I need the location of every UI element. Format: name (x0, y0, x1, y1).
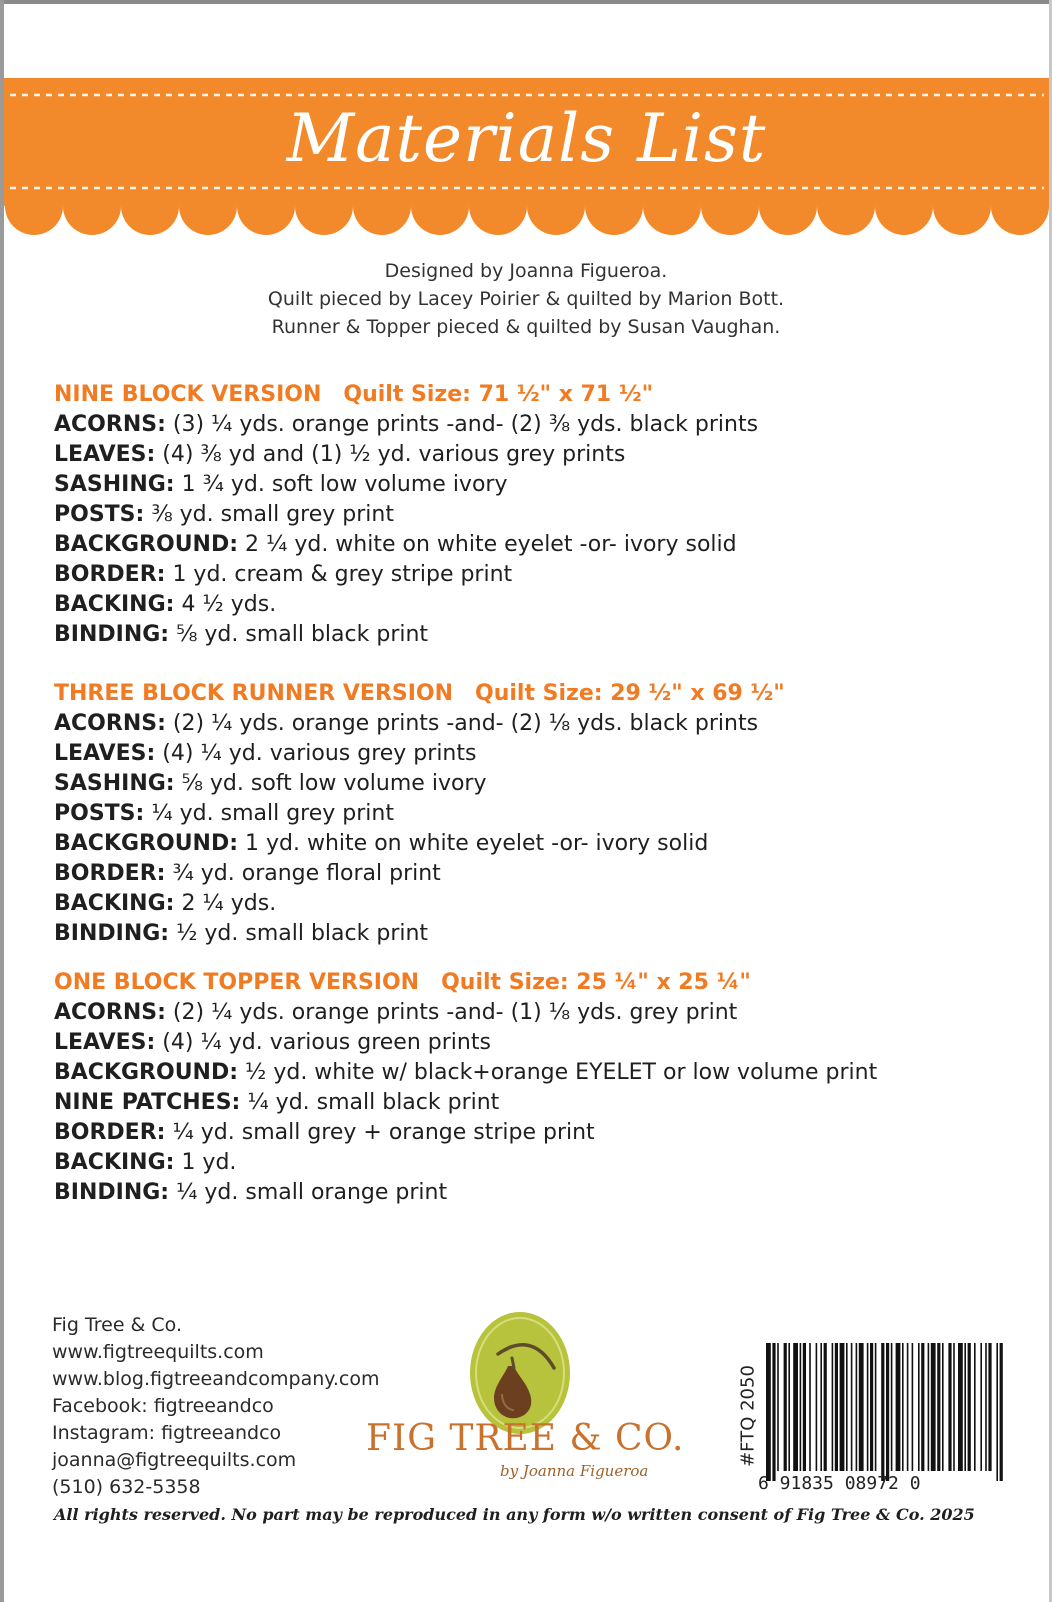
material-label: NINE PATCHES: (54, 1090, 241, 1115)
barcode-bar (851, 1343, 853, 1471)
blog-link[interactable]: www.blog.figtreeandcompany.com (52, 1368, 380, 1390)
material-label: LEAVES: (54, 1030, 156, 1055)
barcode-bar (928, 1343, 930, 1471)
material-item (54, 889, 1014, 919)
barcode-bar (964, 1343, 966, 1471)
material-label: LEAVES: (54, 442, 156, 467)
material-label: BACKGROUND: (54, 532, 239, 557)
page-frame-top (0, 0, 1052, 4)
material-label: BINDING: (54, 622, 170, 647)
material-label: BINDING: (54, 921, 170, 946)
material-item (54, 470, 1014, 500)
material-item (54, 859, 1014, 889)
material-item (54, 500, 1014, 530)
material-item (54, 799, 1014, 829)
material-value: 2 ¼ yds. (174, 891, 277, 916)
barcode-bar (875, 1343, 877, 1471)
material-item (54, 739, 1014, 769)
barcode-bar (881, 1343, 884, 1481)
barcode-bar (996, 1343, 998, 1481)
material-value: 1 yd. (174, 1150, 237, 1175)
barcode-bar (867, 1343, 869, 1471)
material-item (54, 440, 1014, 470)
barcode-bar (958, 1343, 963, 1471)
section-quilt-size: Quilt Size: 29 ½" x 69 ½" (475, 681, 785, 706)
material-value: 2 ¼ yd. white on white eyelet -or- ivory solid (238, 532, 737, 557)
material-item (54, 1178, 1014, 1208)
material-label: BACKGROUND: (54, 1060, 239, 1085)
barcode-bar (824, 1343, 827, 1471)
credit-line: Quilt pieced by Lacey Poirier & quilted by Marion Bott. (267, 288, 785, 310)
barcode-bar (835, 1343, 838, 1471)
material-label: SASHING: (54, 771, 175, 796)
barcode-bar (896, 1343, 901, 1471)
material-value: (3) ¼ yds. orange prints -and- (2) ⅜ yds. black prints (165, 412, 759, 437)
material-value: 4 ½ yds. (174, 592, 277, 617)
barcode-bar (803, 1343, 806, 1471)
website-link[interactable]: www.figtreequilts.com (52, 1341, 264, 1363)
contact-block (52, 1312, 379, 1501)
barcode-bar (907, 1343, 909, 1471)
barcode-bar (942, 1343, 944, 1471)
material-label: ACORNS: (54, 412, 166, 437)
barcode-bar (948, 1343, 951, 1471)
material-value: ⅝ yd. soft low volume ivory (174, 771, 487, 796)
sku-label: #FTQ 2050 (737, 1365, 759, 1467)
barcode-bar (832, 1343, 834, 1471)
title-banner (4, 78, 1049, 243)
section-one-block-topper (54, 968, 1014, 1208)
phone-number: (510) 632-5358 (52, 1476, 201, 1498)
material-item (54, 1028, 1014, 1058)
material-value: ½ yd. white w/ black+orange EYELET or low volume print (238, 1060, 878, 1085)
barcode-bar (974, 1343, 976, 1471)
facebook-handle: Facebook: figtreeandco (52, 1395, 274, 1417)
barcode-bar (809, 1343, 811, 1471)
material-item (54, 410, 1014, 440)
material-item (54, 1148, 1014, 1178)
section-heading (54, 679, 1014, 709)
material-value: 1 yd. white on white eyelet -or- ivory solid (238, 831, 709, 856)
section-heading (54, 968, 1014, 998)
barcode-bar (856, 1343, 858, 1471)
copyright-notice: All rights reserved. No part may be reproduced in any form w/o written consent of Fig Tree & Co. 2025 (54, 1505, 975, 1524)
material-item (54, 530, 1014, 560)
material-item (54, 1088, 1014, 1118)
material-label: BINDING: (54, 1180, 170, 1205)
brand-logo-text: FIG TREE & CO. (366, 1418, 685, 1459)
barcode-bar (793, 1343, 798, 1471)
material-value: ¼ yd. small black print (240, 1090, 500, 1115)
barcode-bar (886, 1343, 889, 1481)
material-value: ⅝ yd. small black print (169, 622, 429, 647)
material-item (54, 998, 1014, 1028)
credit-line: Designed by Joanna Figueroa. (384, 260, 668, 282)
barcode-bar (766, 1343, 771, 1481)
section-heading (54, 380, 1014, 410)
page-title: Materials List (286, 100, 767, 177)
barcode-bar (921, 1343, 924, 1471)
material-label: BACKING: (54, 1150, 175, 1175)
material-label: ACORNS: (54, 711, 166, 736)
material-item (54, 590, 1014, 620)
material-label: BORDER: (54, 562, 166, 587)
material-label: BACKING: (54, 891, 175, 916)
material-item (54, 1058, 1014, 1088)
barcode-bar (980, 1343, 982, 1471)
credit-line: Runner & Topper pieced & quilted by Susan Vaughan. (271, 316, 781, 338)
instagram-handle: Instagram: figtreeandco (52, 1422, 282, 1444)
barcode-bar (800, 1343, 802, 1471)
section-nine-block (54, 380, 1014, 650)
sku-code (738, 1360, 758, 1472)
section-title: THREE BLOCK RUNNER VERSION (54, 681, 454, 706)
barcode-bar (912, 1343, 914, 1471)
material-label: POSTS: (54, 801, 145, 826)
section-title: NINE BLOCK VERSION (54, 382, 322, 407)
barcode-bar (846, 1343, 848, 1471)
material-value: (2) ¼ yds. orange prints -and- (2) ⅛ yds. black prints (165, 711, 759, 736)
section-three-block-runner (54, 679, 1014, 949)
material-item (54, 620, 1014, 650)
section-quilt-size: Quilt Size: 71 ½" x 71 ½" (343, 382, 654, 407)
material-value: (2) ¼ yds. orange prints -and- (1) ⅛ yds. grey print (165, 1000, 738, 1025)
material-item (54, 919, 1014, 949)
barcode-bar (840, 1343, 845, 1471)
material-value: (4) ⅜ yd and (1) ½ yd. various grey prints (155, 442, 626, 467)
barcode-bar (918, 1343, 920, 1471)
barcode-bar (988, 1343, 991, 1471)
material-label: BORDER: (54, 861, 166, 886)
material-label: BACKING: (54, 592, 175, 617)
material-item (54, 709, 1014, 739)
barcode-bar (859, 1343, 864, 1471)
material-label: SASHING: (54, 472, 175, 497)
barcode-bar (968, 1343, 971, 1471)
barcode-digits: 6 91835 08972 0 (758, 1473, 921, 1494)
material-label: LEAVES: (54, 741, 156, 766)
material-item (54, 560, 1014, 590)
section-quilt-size: Quilt Size: 25 ¼" x 25 ¼" (441, 970, 751, 995)
barcode-bar (953, 1343, 955, 1471)
barcode-bar (1000, 1343, 1003, 1481)
brand-logo-byline: by Joanna Figueroa (500, 1462, 649, 1480)
material-value: ¾ yd. orange floral print (165, 861, 441, 886)
barcode-bar (931, 1343, 936, 1471)
credits-block (0, 257, 1052, 341)
material-item (54, 769, 1014, 799)
material-value: 1 ¾ yd. soft low volume ivory (174, 472, 508, 497)
material-label: POSTS: (54, 502, 145, 527)
material-value: (4) ¼ yd. various grey prints (155, 741, 477, 766)
material-label: BORDER: (54, 1120, 166, 1145)
barcode-bar (772, 1343, 775, 1481)
barcode-bar (937, 1343, 940, 1471)
material-value: ⅜ yd. small grey print (144, 502, 394, 527)
email-link[interactable]: joanna@figtreequilts.com (52, 1449, 297, 1471)
material-label: ACORNS: (54, 1000, 166, 1025)
material-value: ¼ yd. small grey print (144, 801, 394, 826)
barcode-bar (891, 1343, 893, 1471)
barcode-bar (870, 1343, 873, 1471)
barcode-bar (820, 1343, 822, 1471)
section-title: ONE BLOCK TOPPER VERSION (54, 970, 420, 995)
barcode-bar (902, 1343, 904, 1471)
material-label: BACKGROUND: (54, 831, 239, 856)
barcode-bar (788, 1343, 790, 1471)
company-name: Fig Tree & Co. (52, 1314, 183, 1336)
barcode-bar (985, 1343, 987, 1471)
material-value: 1 yd. cream & grey stripe print (165, 562, 513, 587)
material-item (54, 829, 1014, 859)
barcode-bar (777, 1343, 779, 1471)
barcode-bar (816, 1343, 818, 1471)
barcode-bar (784, 1343, 787, 1471)
material-item (54, 1118, 1014, 1148)
material-value: ¼ yd. small grey + orange stripe print (165, 1120, 595, 1145)
material-value: ¼ yd. small orange print (169, 1180, 448, 1205)
material-value: ½ yd. small black print (169, 921, 429, 946)
material-value: (4) ¼ yd. various green prints (155, 1030, 491, 1055)
